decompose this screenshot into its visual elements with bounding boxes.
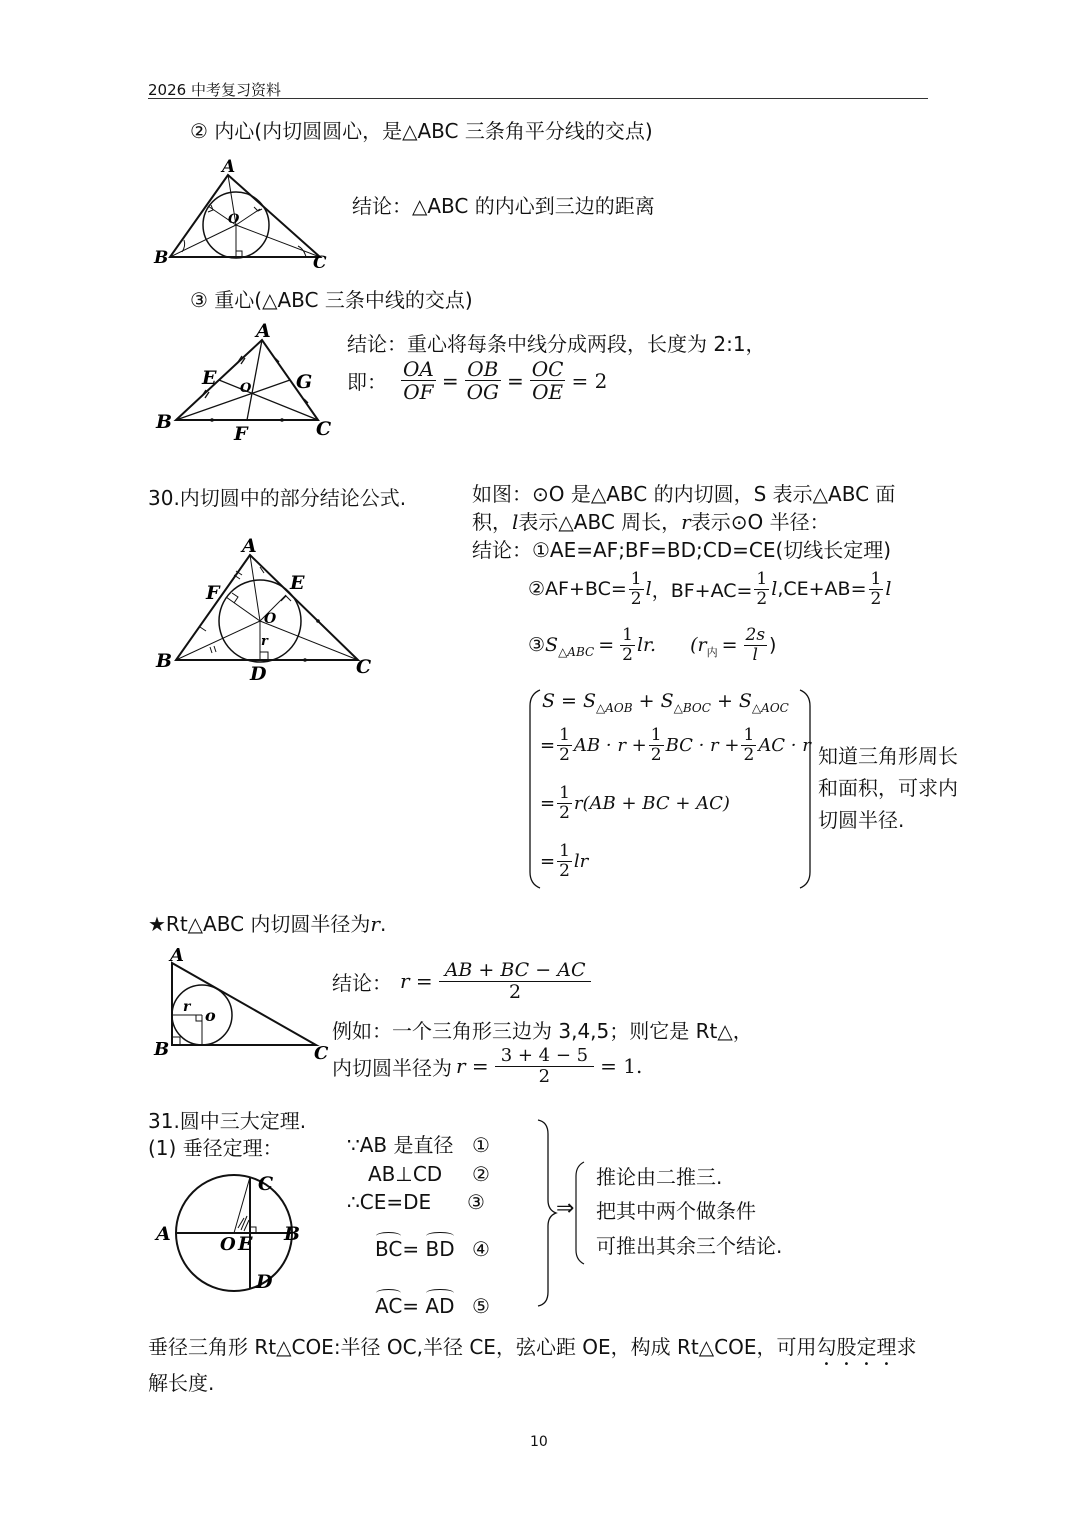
- rt-figure: [150, 945, 340, 1065]
- s30-note3: 切圆半径.: [818, 808, 905, 832]
- centroid-ratio: 即： $\frac{OA}{OF}$ = $\frac{OB}{OG}$ = $\frac{OC}{OE}$ = 2: [347, 357, 608, 404]
- s30-label-o: O: [264, 611, 277, 627]
- s30-desc2-l: l: [512, 510, 519, 534]
- rt-example2: [332, 1046, 642, 1087]
- s31-arrow: ⇒: [556, 1196, 575, 1221]
- rt-ex-num: 3 + 4 − 5: [495, 1046, 594, 1067]
- bl4-a: =: [540, 850, 556, 872]
- bl1-c: + S: [710, 690, 752, 712]
- rt-ex-res: = 1.: [600, 1054, 643, 1079]
- s30-label-r: r: [261, 634, 268, 649]
- centroid-label-g: G: [296, 371, 313, 393]
- s31-l2n: ②: [472, 1162, 490, 1186]
- s31-title: 31.圆中三大定理.: [148, 1109, 307, 1133]
- l-3: l: [885, 578, 892, 601]
- centroid-label: ③ 重心(△ABC 三条中线的交点): [190, 288, 473, 312]
- rt-label-r: r: [183, 999, 191, 1015]
- s30-c3-eq2: =: [721, 634, 738, 657]
- s30-label-b: B: [156, 650, 173, 672]
- s30-desc2-b: 表示△ABC 周长，: [518, 510, 682, 534]
- s31-l1n: ①: [472, 1133, 490, 1157]
- s30-c3-paren-open: (r: [690, 634, 707, 657]
- s30-desc2: [472, 508, 830, 536]
- bl1-s3: △AOC: [751, 700, 789, 715]
- half-num-8: 1: [559, 783, 570, 803]
- s31-l5: [375, 1292, 455, 1320]
- half-den-3: 2: [870, 588, 882, 609]
- bottom-line1: [148, 1333, 917, 1370]
- arc-bc: BC: [375, 1237, 403, 1261]
- s30-desc1: 如图：⊙O 是△ABC 的内切圆，S 表示△ABC 面: [472, 482, 896, 506]
- half-den-4: 2: [622, 644, 633, 665]
- s31-figure: [150, 1170, 310, 1295]
- incenter-triangle: [170, 175, 320, 257]
- half-num-5: 1: [559, 725, 570, 745]
- s31-label-e: E: [238, 1233, 253, 1255]
- incenter-label-a: A: [222, 157, 236, 177]
- half-den-2: 2: [756, 588, 768, 609]
- rt-title: [148, 910, 386, 938]
- brace-line2: [540, 726, 811, 764]
- s31-l5n: ⑤: [472, 1294, 490, 1318]
- centroid-ratio-prefix: 即：: [347, 370, 387, 394]
- s30-label-f: F: [206, 582, 220, 604]
- s30-label-a: A: [242, 535, 257, 557]
- rt-title-r: r: [370, 912, 380, 936]
- s30-c3-paren-close: ): [769, 634, 777, 657]
- s30-desc2-c: 表示⊙O 半径：: [690, 510, 830, 534]
- bottom-line1-c: 求: [896, 1335, 917, 1359]
- s30-c1: 结论：①AE=AF;BF=BD;CD=CE(切线长定理): [472, 538, 892, 562]
- centroid-conclusion: 结论：重心将每条中线分成两段，长度为 2:1，: [347, 332, 766, 356]
- s30-c2-b: ，BF+AC=: [651, 579, 753, 602]
- rt-example: 例如：一个三角形三边为 3,4,5；则它是 Rt△，: [332, 1019, 753, 1043]
- centroid-label-a: A: [256, 320, 271, 342]
- page-number: 10: [530, 1434, 548, 1450]
- half-num-9: 1: [559, 841, 570, 861]
- s31-label-a: A: [156, 1223, 171, 1245]
- arc-ad: AD: [425, 1294, 455, 1318]
- bl2-t2: BC · r +: [665, 734, 740, 756]
- half-num-2: 1: [756, 569, 768, 589]
- brace-line1: [542, 690, 789, 715]
- s30-c2-c: ,CE+AB=: [777, 578, 867, 601]
- s30-figure: [150, 535, 380, 685]
- l-2: l: [771, 578, 778, 601]
- rt-title-end: .: [379, 912, 387, 936]
- s30-label-c: C: [356, 656, 372, 678]
- s31-l4-eq: =: [402, 1237, 426, 1261]
- rt-num: AB + BC − AC: [439, 960, 592, 982]
- s30-c3-nei: 内: [706, 646, 718, 660]
- centroid-label-o: O: [240, 381, 252, 396]
- s31-label-d: D: [256, 1271, 273, 1293]
- brace-line4: [540, 842, 588, 880]
- s31-sub: (1) 垂径定理：: [148, 1136, 283, 1160]
- s30-label-d: D: [250, 663, 267, 685]
- rt-label-a: A: [170, 945, 184, 966]
- arc-ac: AC: [375, 1294, 403, 1318]
- half-den-1: 2: [630, 588, 642, 609]
- s30-c3: [528, 626, 776, 664]
- s31-l4: [375, 1235, 455, 1263]
- rt-title-text: ★Rt△ABC 内切圆半径为: [148, 912, 371, 936]
- rt-conclusion-label: 结论：: [332, 970, 392, 995]
- s30-c3-sub: △ABC: [558, 645, 595, 660]
- half-den-8: 2: [559, 802, 570, 823]
- s31-r2: 把其中两个做条件: [596, 1199, 756, 1223]
- header-rule: [148, 98, 928, 99]
- centroid-figure: [150, 320, 340, 445]
- rt-label-c: C: [314, 1043, 329, 1064]
- s30-note2: 和面积，可求内: [818, 776, 958, 800]
- l-1: l: [645, 578, 652, 601]
- centroid-label-c: C: [316, 418, 332, 440]
- rt-triangle: [172, 963, 316, 1045]
- bl2-t3: AC · r: [758, 734, 811, 756]
- ratio-result: = 2: [571, 368, 608, 393]
- header-title: 2026 中考复习资料: [148, 81, 281, 99]
- half-den-5: 2: [559, 744, 570, 765]
- bl1-s1: △AOB: [596, 700, 633, 715]
- ratio-of: OF: [403, 380, 434, 404]
- incenter-label-b: B: [154, 248, 169, 268]
- incenter-conclusion: 结论：△ABC 的内心到三边的距离: [352, 194, 655, 218]
- centroid-label-e: E: [202, 367, 217, 389]
- s31-label-o: O: [220, 1234, 236, 1255]
- ratio-og: OG: [466, 380, 499, 404]
- ratio-oa: OA: [403, 357, 434, 381]
- ratio-oe: OE: [532, 380, 564, 404]
- s30-title: 30.内切圆中的部分结论公式.: [148, 486, 407, 510]
- s31-l1-text: ∵AB 是直径: [347, 1133, 454, 1157]
- rt-example2-label: 内切圆半径为: [332, 1055, 452, 1080]
- bl3-a: =: [540, 792, 556, 814]
- bl4-t: lr: [573, 850, 589, 872]
- ratio-oc: OC: [531, 357, 564, 381]
- half-num-7: 1: [743, 725, 755, 745]
- rt-r-eq: r =: [400, 969, 433, 994]
- s31-l1: [347, 1131, 453, 1159]
- s31-l2: AB⊥CD: [368, 1162, 443, 1186]
- s30-c3-l: l: [752, 644, 758, 665]
- rt-conclusion: [332, 960, 593, 1003]
- bl1-s2: △BOC: [673, 700, 711, 715]
- s31-l5-eq: =: [402, 1294, 426, 1318]
- s31-r1: 推论由二推三.: [596, 1165, 723, 1189]
- rt-den: 2: [509, 980, 522, 1003]
- bl2-t1: AB · r +: [573, 734, 647, 756]
- rt-label-o: o: [205, 1006, 216, 1025]
- bl3-t: r(AB + BC + AC): [573, 792, 730, 814]
- s31-l3n: ③: [467, 1190, 485, 1214]
- half-den-9: 2: [559, 860, 570, 881]
- half-den-7: 2: [743, 744, 755, 765]
- rt-ex-den: 2: [538, 1065, 551, 1087]
- bottom-line1-a: 垂径三角形 Rt△COE:半径 OC,半径 CE，弦心距 OE，构成 Rt△COE，可用: [148, 1335, 817, 1359]
- incenter-label: ② 内心(内切圆圆心，是△ABC 三条角平分线的交点): [190, 119, 653, 143]
- s31-l3: ∴CE=DE: [347, 1190, 432, 1214]
- s30-c3-lr: lr.: [636, 634, 657, 657]
- centroid-label-b: B: [156, 411, 173, 433]
- rt-label-b: B: [154, 1039, 170, 1060]
- incenter-label-o: O: [228, 212, 240, 227]
- s30-c3-s: S: [545, 634, 559, 657]
- incenter-label-c: C: [313, 253, 327, 270]
- bottom-line2: 解长度.: [148, 1371, 215, 1395]
- s31-l4n: ④: [472, 1237, 490, 1261]
- s30-c3-eq: =: [598, 634, 615, 657]
- s31-label-c: C: [258, 1173, 274, 1195]
- s30-desc2-r: r: [681, 510, 691, 534]
- s30-desc2-a: 积，: [472, 510, 512, 534]
- rt-ex-r: r =: [456, 1054, 489, 1079]
- half-den-6: 2: [650, 744, 662, 765]
- arc-bd: BD: [425, 1237, 455, 1261]
- s30-c3-2s: 2s: [745, 625, 766, 645]
- s30-c2-a: ②AF+BC=: [528, 578, 627, 601]
- incenter-figure: [150, 155, 340, 270]
- bl1-a: S = S: [542, 690, 597, 712]
- bl1-b: + S: [632, 690, 674, 712]
- bl2-a: =: [540, 734, 556, 756]
- centroid-label-f: F: [234, 423, 248, 445]
- bottom-line1-b: 勾股定理: [816, 1335, 897, 1359]
- s30-label-e: E: [290, 572, 305, 594]
- s31-label-b: B: [284, 1223, 301, 1245]
- s31-r3: 可推出其余三个结论.: [596, 1234, 783, 1258]
- ratio-ob: OB: [465, 358, 501, 381]
- half-num-4: 1: [622, 625, 633, 645]
- s30-note1: 知道三角形周长: [818, 744, 958, 768]
- s30-c3-num: ③: [528, 634, 546, 657]
- half-num-1: 1: [630, 569, 642, 589]
- brace-line3: [540, 784, 730, 822]
- half-num-3: 1: [870, 569, 882, 589]
- half-num-6: 1: [650, 725, 662, 745]
- s30-c2: [528, 570, 891, 608]
